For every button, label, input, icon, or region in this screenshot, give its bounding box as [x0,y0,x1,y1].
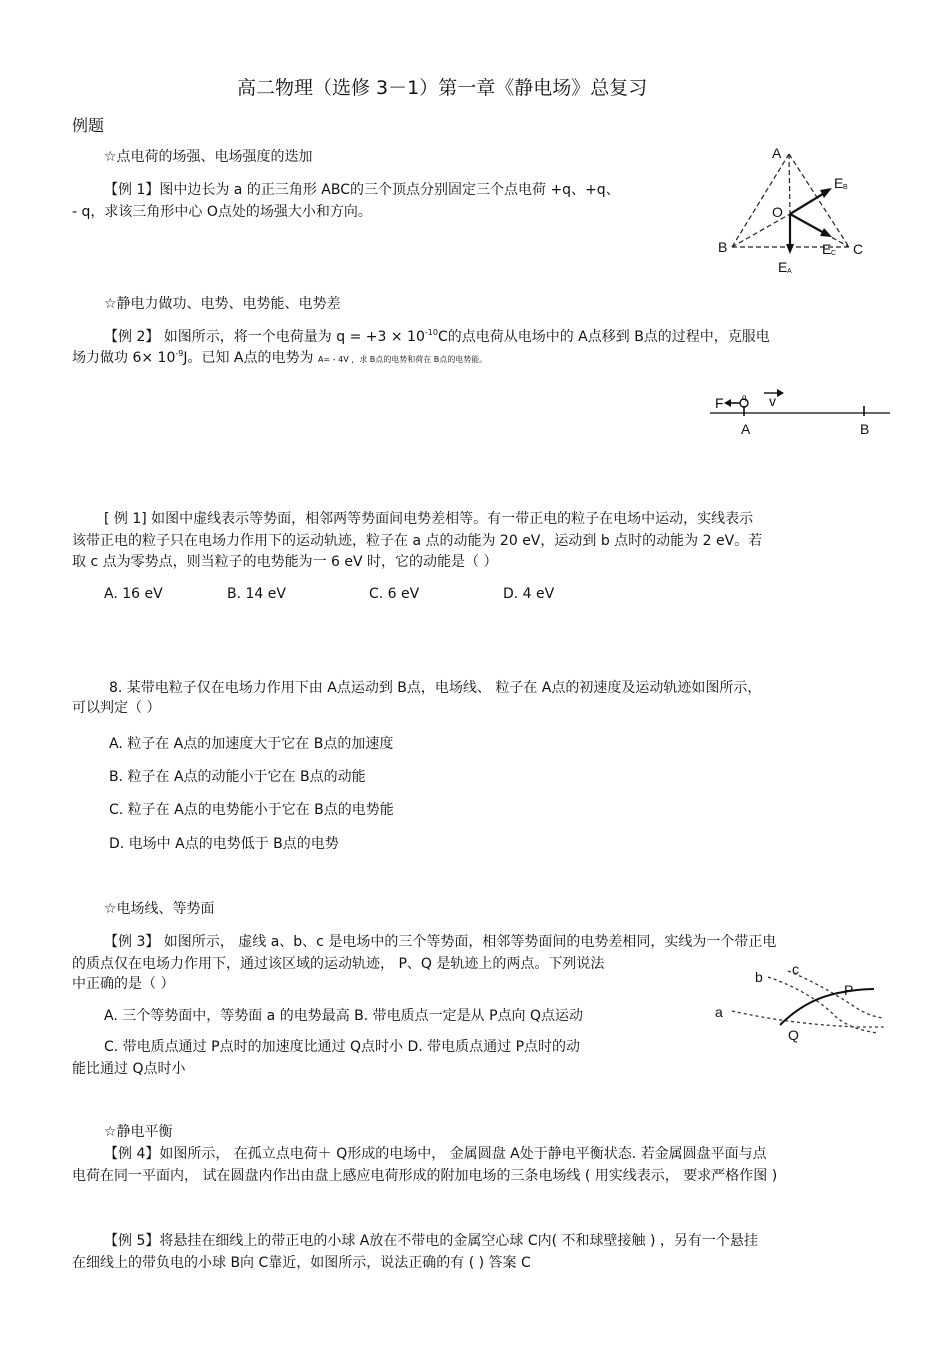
example-text: [ 例 1] 如图中虚线表示等势面，相邻两等势面间电势差相等。有一带正电的粒子在电场中运动，实线表示 [104,511,754,527]
charge-line-figure [706,384,896,440]
charge-q-label: q [742,393,747,402]
point-q-label: Q [788,1027,799,1043]
example-4-text: 【例 4】如图所示， 在孤立点电荷＋ Q形成的电场中， 金属圆盘 A处于静电平衡状态. 若金属圆盘平面与点 [104,1146,767,1162]
topic-heading: ☆静电力做功、电势、电势能、电势差 [104,296,341,312]
example-3-text: 【例 3】 如图所示， 虚线 a、b、c 是电场中的三个等势面，相邻等势面间的电势差相同，实线为一个带正电 [104,934,777,950]
point-p-label: P [844,982,854,998]
example-3-text: A. 三个等势面中，等势面 a 的电势最高 B. 带电质点一定是从 P点向 Q点运动 [104,1008,584,1024]
field-ea-subscript: A [787,268,792,275]
topic-heading: ☆静电平衡 [104,1124,173,1140]
example-5-text: 在细线上的带负电的小球 B向 C靠近，如图所示，说法正确的有 ( ) 答案 C [72,1255,531,1271]
example-4-text: 电荷在同一平面内， 试在圆盘内作出由盘上感应电荷形成的附加电场的三条电场线 ( 用实线表示， 要求严格作图 ) [72,1168,778,1184]
velocity-v-label: v [769,393,776,409]
triangle-field-figure [712,142,872,277]
option-b: B. 粒子在 A点的动能小于它在 B点的动能 [109,769,366,785]
vertex-c-label: C [853,241,864,257]
topic-heading: ☆电场线、等势面 [104,901,215,917]
example-2-text: 【例 2】 如图所示，将一个电荷量为 $q = +3 \times 10^{-10}C$的点电荷从电场中的 A点移到 B点的过程中，克服电 [104,328,770,345]
force-f-label: F [715,395,724,411]
field-ec-label: E [822,241,832,257]
example-3-text: 能比通过 Q点时小 [72,1061,186,1077]
surface-b-label: b [755,969,763,985]
field-ea-label: E [778,259,788,275]
page-title: 高二物理（选修 3－1）第一章《静电场》总复习 [237,77,648,99]
point-a-label: A [741,421,751,437]
field-ec-subscript: C [831,250,837,257]
equipotential-figure [708,955,893,1050]
center-o-label: O [772,204,783,220]
option-d: D. 4 eV [503,586,555,602]
example-1-text: - q，求该三角形中心 O点处的场强大小和方向。 [72,204,372,220]
question-8-text: 8. 某带电粒子仅在电场力作用下由 A点运动到 B点，电场线、 粒子在 A点的初速度及运动轨迹如图所示， [109,680,762,696]
field-eb-label: E [834,175,844,191]
vertex-a-label: A [772,145,782,161]
example-text: 该带正电的粒子只在电场力作用下的运动轨迹，粒子在 a 点的动能为 20 eV，运动到 b 点时的动能为 2 eV。若 [72,533,763,549]
vertex-b-label: B [718,239,728,255]
example-3-text: C. 带电质点通过 P点时的加速度比通过 Q点时小 D. 带电质点通过 P点时的动 [104,1039,581,1055]
example-5-text: 【例 5】将悬挂在细线上的带正电的小球 A放在不带电的金属空心球 C内( 不和球壁接触 ) ，另有一个悬挂 [104,1233,758,1249]
topic-heading: ☆点电荷的场强、电场强度的迭加 [104,149,313,165]
option-d: D. 电场中 A点的电势低于 B点的电势 [109,836,339,852]
option-a: A. 16 eV [104,586,163,602]
example-text: 取 c 点为零势点，则当粒子的电势能为一 6 eV 时，它的动能是（ ） [72,554,498,570]
section-label: 例题 [72,116,105,135]
surface-a-label: a [715,1004,723,1020]
option-c: C. 粒子在 A点的电势能小于它在 B点的电势能 [109,802,394,818]
example-3-text: 的质点仅在电场力作用下，通过该区域的运动轨迹， P、Q 是轨迹上的两点。下列说法 [72,956,605,972]
surface-c-label: c [792,961,799,977]
field-eb-subscript: B [843,184,848,191]
point-b-label: B [860,421,870,437]
example-3-text: 中正确的是（ ） [72,976,175,992]
example-1-text: 【例 1】图中边长为 a 的正三角形 ABC的三个顶点分别固定三个点电荷 +q、+q、 [104,182,620,198]
example-2-text: 场力做功 $6\times 10^{-9}J$。已知 A点的电势为 A= - 4V ，求 B点的电势和荷在 B点的电势能。 [72,349,488,366]
question-8-text: 可以判定（ ） [72,700,161,716]
option-a: A. 粒子在 A点的加速度大于它在 B点的加速度 [109,736,394,752]
option-c: C. 6 eV [369,586,420,602]
option-b: B. 14 eV [227,586,286,602]
